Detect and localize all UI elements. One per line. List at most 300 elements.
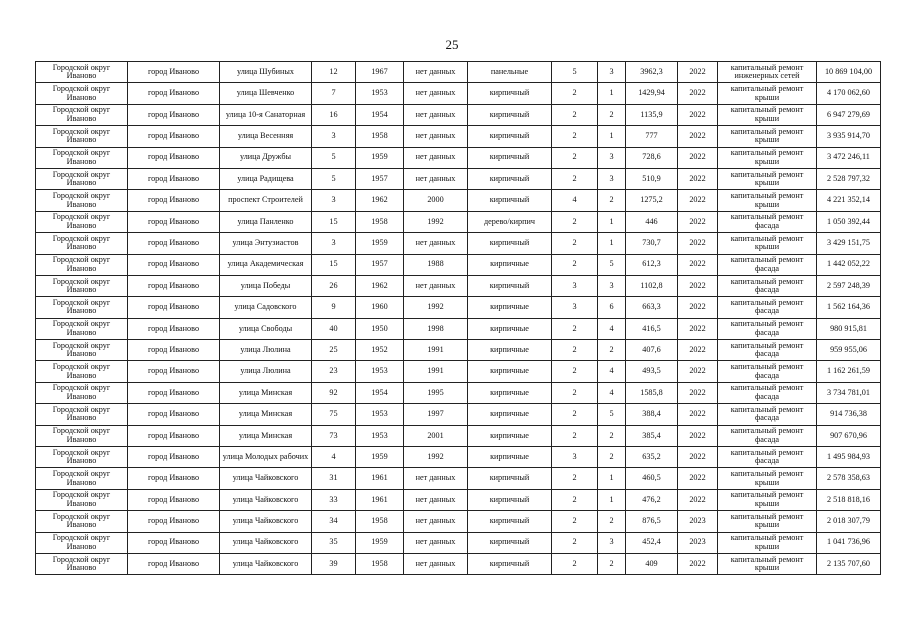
work-type-cell: капитальный ремонт крыши	[718, 126, 817, 147]
work-type-cell: капитальный ремонт инженерных сетей	[718, 62, 817, 83]
cost-cell: 2 528 797,32	[817, 168, 881, 189]
street-cell: улица Панленко	[220, 211, 312, 232]
year-built-cell: 1952	[356, 340, 404, 361]
settlement-cell: город Иваново	[128, 147, 220, 168]
settlement-cell: город Иваново	[128, 211, 220, 232]
plan-year-cell: 2022	[678, 104, 718, 125]
street-cell: улица Минская	[220, 404, 312, 425]
settlement-cell: город Иваново	[128, 190, 220, 211]
municipality-cell: Городской округ Иваново	[36, 404, 128, 425]
area-cell: 460,5	[626, 468, 678, 489]
floors-cell: 2	[552, 254, 598, 275]
work-type-cell: капитальный ремонт крыши	[718, 233, 817, 254]
area-cell: 1275,2	[626, 190, 678, 211]
last-repair-year-cell: 1988	[404, 254, 468, 275]
area-cell: 407,6	[626, 340, 678, 361]
street-cell: улица Садовского	[220, 297, 312, 318]
work-type-cell: капитальный ремонт фасада	[718, 340, 817, 361]
house-number-cell: 7	[312, 83, 356, 104]
municipality-cell: Городской округ Иваново	[36, 211, 128, 232]
settlement-cell: город Иваново	[128, 382, 220, 403]
cost-cell: 1 442 052,22	[817, 254, 881, 275]
plan-year-cell: 2022	[678, 553, 718, 574]
settlement-cell: город Иваново	[128, 126, 220, 147]
area-cell: 1585,8	[626, 382, 678, 403]
house-number-cell: 3	[312, 190, 356, 211]
year-built-cell: 1960	[356, 297, 404, 318]
table-row	[36, 211, 881, 232]
last-repair-year-cell: нет данных	[404, 104, 468, 125]
cost-cell: 980 915,81	[817, 318, 881, 339]
wall-material-cell: кирпичный	[468, 104, 552, 125]
cost-cell: 959 955,06	[817, 340, 881, 361]
cost-cell: 4 170 062,60	[817, 83, 881, 104]
house-number-cell: 92	[312, 382, 356, 403]
year-built-cell: 1957	[356, 168, 404, 189]
work-type-cell: капитальный ремонт крыши	[718, 511, 817, 532]
plan-year-cell: 2022	[678, 147, 718, 168]
housing-repair-table	[35, 61, 881, 575]
house-number-cell: 23	[312, 361, 356, 382]
work-type-cell: капитальный ремонт фасада	[718, 254, 817, 275]
house-number-cell: 75	[312, 404, 356, 425]
wall-material-cell: кирпичные	[468, 318, 552, 339]
cost-cell: 3 935 914,70	[817, 126, 881, 147]
table-row	[36, 340, 881, 361]
municipality-cell: Городской округ Иваново	[36, 190, 128, 211]
entrances-cell: 3	[598, 532, 626, 553]
plan-year-cell: 2022	[678, 318, 718, 339]
area-cell: 416,5	[626, 318, 678, 339]
last-repair-year-cell: нет данных	[404, 553, 468, 574]
street-cell: проспект Строителей	[220, 190, 312, 211]
floors-cell: 2	[552, 104, 598, 125]
house-number-cell: 31	[312, 468, 356, 489]
plan-year-cell: 2022	[678, 62, 718, 83]
year-built-cell: 1953	[356, 404, 404, 425]
year-built-cell: 1959	[356, 233, 404, 254]
municipality-cell: Городской округ Иваново	[36, 275, 128, 296]
street-cell: улица Минская	[220, 382, 312, 403]
house-number-cell: 3	[312, 126, 356, 147]
table-row	[36, 233, 881, 254]
municipality-cell: Городской округ Иваново	[36, 83, 128, 104]
table-row	[36, 468, 881, 489]
wall-material-cell: кирпичные	[468, 404, 552, 425]
wall-material-cell: кирпичный	[468, 489, 552, 510]
wall-material-cell: кирпичные	[468, 382, 552, 403]
area-cell: 493,5	[626, 361, 678, 382]
street-cell: улица Чайковского	[220, 553, 312, 574]
entrances-cell: 2	[598, 340, 626, 361]
cost-cell: 3 734 781,01	[817, 382, 881, 403]
cost-cell: 2 518 818,16	[817, 489, 881, 510]
work-type-cell: капитальный ремонт крыши	[718, 489, 817, 510]
work-type-cell: капитальный ремонт крыши	[718, 190, 817, 211]
last-repair-year-cell: нет данных	[404, 126, 468, 147]
wall-material-cell: кирпичный	[468, 233, 552, 254]
last-repair-year-cell: 1992	[404, 211, 468, 232]
wall-material-cell: кирпичные	[468, 447, 552, 468]
plan-year-cell: 2022	[678, 404, 718, 425]
street-cell: улица Весенняя	[220, 126, 312, 147]
entrances-cell: 3	[598, 275, 626, 296]
settlement-cell: город Иваново	[128, 468, 220, 489]
settlement-cell: город Иваново	[128, 447, 220, 468]
table-row	[36, 489, 881, 510]
settlement-cell: город Иваново	[128, 425, 220, 446]
plan-year-cell: 2022	[678, 361, 718, 382]
wall-material-cell: кирпичный	[468, 190, 552, 211]
street-cell: улица Академическая	[220, 254, 312, 275]
area-cell: 663,3	[626, 297, 678, 318]
floors-cell: 2	[552, 361, 598, 382]
settlement-cell: город Иваново	[128, 511, 220, 532]
entrances-cell: 2	[598, 190, 626, 211]
house-number-cell: 5	[312, 168, 356, 189]
cost-cell: 1 041 736,96	[817, 532, 881, 553]
wall-material-cell: кирпичные	[468, 297, 552, 318]
cost-cell: 2 018 307,79	[817, 511, 881, 532]
last-repair-year-cell: 2001	[404, 425, 468, 446]
house-number-cell: 33	[312, 489, 356, 510]
entrances-cell: 5	[598, 404, 626, 425]
cost-cell: 1 050 392,44	[817, 211, 881, 232]
house-number-cell: 15	[312, 211, 356, 232]
municipality-cell: Городской округ Иваново	[36, 425, 128, 446]
area-cell: 777	[626, 126, 678, 147]
cost-cell: 914 736,38	[817, 404, 881, 425]
street-cell: улица Шубиных	[220, 62, 312, 83]
work-type-cell: капитальный ремонт фасада	[718, 297, 817, 318]
house-number-cell: 15	[312, 254, 356, 275]
floors-cell: 2	[552, 511, 598, 532]
floors-cell: 2	[552, 340, 598, 361]
table-row	[36, 532, 881, 553]
cost-cell: 4 221 352,14	[817, 190, 881, 211]
wall-material-cell: кирпичный	[468, 532, 552, 553]
street-cell: улица Энтузиастов	[220, 233, 312, 254]
work-type-cell: капитальный ремонт крыши	[718, 532, 817, 553]
entrances-cell: 1	[598, 468, 626, 489]
last-repair-year-cell: 1992	[404, 447, 468, 468]
table-row	[36, 168, 881, 189]
house-number-cell: 26	[312, 275, 356, 296]
entrances-cell: 4	[598, 382, 626, 403]
cost-cell: 907 670,96	[817, 425, 881, 446]
floors-cell: 3	[552, 297, 598, 318]
last-repair-year-cell: нет данных	[404, 511, 468, 532]
last-repair-year-cell: нет данных	[404, 62, 468, 83]
plan-year-cell: 2022	[678, 275, 718, 296]
floors-cell: 2	[552, 147, 598, 168]
wall-material-cell: кирпичные	[468, 340, 552, 361]
cost-cell: 1 162 261,59	[817, 361, 881, 382]
last-repair-year-cell: 1998	[404, 318, 468, 339]
entrances-cell: 3	[598, 62, 626, 83]
year-built-cell: 1953	[356, 425, 404, 446]
settlement-cell: город Иваново	[128, 254, 220, 275]
municipality-cell: Городской округ Иваново	[36, 532, 128, 553]
settlement-cell: город Иваново	[128, 275, 220, 296]
area-cell: 476,2	[626, 489, 678, 510]
municipality-cell: Городской округ Иваново	[36, 62, 128, 83]
wall-material-cell: кирпичные	[468, 254, 552, 275]
work-type-cell: капитальный ремонт крыши	[718, 468, 817, 489]
work-type-cell: капитальный ремонт крыши	[718, 104, 817, 125]
table-row	[36, 297, 881, 318]
year-built-cell: 1967	[356, 62, 404, 83]
table-row	[36, 425, 881, 446]
table-row	[36, 511, 881, 532]
area-cell: 728,6	[626, 147, 678, 168]
work-type-cell: капитальный ремонт фасада	[718, 404, 817, 425]
work-type-cell: капитальный ремонт фасада	[718, 382, 817, 403]
entrances-cell: 1	[598, 211, 626, 232]
last-repair-year-cell: 2000	[404, 190, 468, 211]
last-repair-year-cell: нет данных	[404, 532, 468, 553]
plan-year-cell: 2023	[678, 511, 718, 532]
settlement-cell: город Иваново	[128, 104, 220, 125]
floors-cell: 2	[552, 404, 598, 425]
last-repair-year-cell: нет данных	[404, 275, 468, 296]
floors-cell: 2	[552, 83, 598, 104]
wall-material-cell: кирпичный	[468, 275, 552, 296]
area-cell: 452,4	[626, 532, 678, 553]
last-repair-year-cell: нет данных	[404, 168, 468, 189]
municipality-cell: Городской округ Иваново	[36, 447, 128, 468]
area-cell: 385,4	[626, 425, 678, 446]
entrances-cell: 1	[598, 83, 626, 104]
work-type-cell: капитальный ремонт фасада	[718, 275, 817, 296]
area-cell: 1429,94	[626, 83, 678, 104]
entrances-cell: 2	[598, 104, 626, 125]
work-type-cell: капитальный ремонт крыши	[718, 83, 817, 104]
house-number-cell: 5	[312, 147, 356, 168]
municipality-cell: Городской округ Иваново	[36, 511, 128, 532]
floors-cell: 2	[552, 532, 598, 553]
area-cell: 409	[626, 553, 678, 574]
settlement-cell: город Иваново	[128, 297, 220, 318]
floors-cell: 2	[552, 425, 598, 446]
house-number-cell: 9	[312, 297, 356, 318]
cost-cell: 2 597 248,39	[817, 275, 881, 296]
municipality-cell: Городской округ Иваново	[36, 468, 128, 489]
cost-cell: 10 869 104,00	[817, 62, 881, 83]
year-built-cell: 1959	[356, 532, 404, 553]
plan-year-cell: 2022	[678, 190, 718, 211]
year-built-cell: 1958	[356, 211, 404, 232]
floors-cell: 2	[552, 126, 598, 147]
plan-year-cell: 2022	[678, 340, 718, 361]
year-built-cell: 1961	[356, 489, 404, 510]
cost-cell: 6 947 279,69	[817, 104, 881, 125]
street-cell: улица Шевченко	[220, 83, 312, 104]
table-row	[36, 126, 881, 147]
plan-year-cell: 2022	[678, 425, 718, 446]
table-row	[36, 83, 881, 104]
year-built-cell: 1958	[356, 126, 404, 147]
wall-material-cell: панельные	[468, 62, 552, 83]
floors-cell: 2	[552, 468, 598, 489]
entrances-cell: 2	[598, 553, 626, 574]
floors-cell: 3	[552, 447, 598, 468]
wall-material-cell: кирпичный	[468, 511, 552, 532]
work-type-cell: капитальный ремонт крыши	[718, 553, 817, 574]
work-type-cell: капитальный ремонт фасада	[718, 447, 817, 468]
street-cell: улица Люлина	[220, 361, 312, 382]
wall-material-cell: кирпичные	[468, 361, 552, 382]
year-built-cell: 1950	[356, 318, 404, 339]
table-row	[36, 404, 881, 425]
floors-cell: 2	[552, 211, 598, 232]
last-repair-year-cell: нет данных	[404, 233, 468, 254]
year-built-cell: 1957	[356, 254, 404, 275]
settlement-cell: город Иваново	[128, 168, 220, 189]
municipality-cell: Городской округ Иваново	[36, 297, 128, 318]
wall-material-cell: кирпичный	[468, 83, 552, 104]
municipality-cell: Городской округ Иваново	[36, 340, 128, 361]
cost-cell: 1 562 164,36	[817, 297, 881, 318]
street-cell: улица Чайковского	[220, 489, 312, 510]
area-cell: 876,5	[626, 511, 678, 532]
work-type-cell: капитальный ремонт фасада	[718, 318, 817, 339]
street-cell: улица Дружбы	[220, 147, 312, 168]
plan-year-cell: 2022	[678, 211, 718, 232]
work-type-cell: капитальный ремонт фасада	[718, 425, 817, 446]
plan-year-cell: 2022	[678, 447, 718, 468]
cost-cell: 1 495 984,93	[817, 447, 881, 468]
year-built-cell: 1962	[356, 190, 404, 211]
table-row	[36, 190, 881, 211]
street-cell: улица Свободы	[220, 318, 312, 339]
entrances-cell: 1	[598, 489, 626, 510]
area-cell: 388,4	[626, 404, 678, 425]
entrances-cell: 3	[598, 147, 626, 168]
house-number-cell: 35	[312, 532, 356, 553]
street-cell: улица 10-я Санаторная	[220, 104, 312, 125]
plan-year-cell: 2022	[678, 468, 718, 489]
entrances-cell: 2	[598, 425, 626, 446]
street-cell: улица Радищева	[220, 168, 312, 189]
house-number-cell: 3	[312, 233, 356, 254]
entrances-cell: 5	[598, 254, 626, 275]
floors-cell: 2	[552, 168, 598, 189]
entrances-cell: 2	[598, 511, 626, 532]
floors-cell: 2	[552, 318, 598, 339]
municipality-cell: Городской округ Иваново	[36, 126, 128, 147]
street-cell: улица Чайковского	[220, 468, 312, 489]
settlement-cell: город Иваново	[128, 62, 220, 83]
house-number-cell: 40	[312, 318, 356, 339]
floors-cell: 4	[552, 190, 598, 211]
entrances-cell: 4	[598, 361, 626, 382]
last-repair-year-cell: 1995	[404, 382, 468, 403]
last-repair-year-cell: нет данных	[404, 468, 468, 489]
plan-year-cell: 2022	[678, 254, 718, 275]
street-cell: улица Чайковского	[220, 511, 312, 532]
cost-cell: 2 135 707,60	[817, 553, 881, 574]
house-number-cell: 73	[312, 425, 356, 446]
year-built-cell: 1953	[356, 83, 404, 104]
floors-cell: 2	[552, 382, 598, 403]
street-cell: улица Минская	[220, 425, 312, 446]
table-row	[36, 382, 881, 403]
municipality-cell: Городской округ Иваново	[36, 318, 128, 339]
entrances-cell: 6	[598, 297, 626, 318]
plan-year-cell: 2022	[678, 83, 718, 104]
house-number-cell: 25	[312, 340, 356, 361]
floors-cell: 2	[552, 233, 598, 254]
municipality-cell: Городской округ Иваново	[36, 382, 128, 403]
table-row	[36, 361, 881, 382]
year-built-cell: 1958	[356, 511, 404, 532]
last-repair-year-cell: 1992	[404, 297, 468, 318]
entrances-cell: 3	[598, 168, 626, 189]
municipality-cell: Городской округ Иваново	[36, 233, 128, 254]
street-cell: улица Чайковского	[220, 532, 312, 553]
year-built-cell: 1954	[356, 382, 404, 403]
table-row	[36, 275, 881, 296]
table-row	[36, 147, 881, 168]
last-repair-year-cell: нет данных	[404, 489, 468, 510]
work-type-cell: капитальный ремонт фасада	[718, 211, 817, 232]
year-built-cell: 1961	[356, 468, 404, 489]
entrances-cell: 1	[598, 233, 626, 254]
area-cell: 1102,8	[626, 275, 678, 296]
table-row	[36, 62, 881, 83]
plan-year-cell: 2022	[678, 297, 718, 318]
plan-year-cell: 2022	[678, 382, 718, 403]
area-cell: 1135,9	[626, 104, 678, 125]
table-row	[36, 254, 881, 275]
year-built-cell: 1959	[356, 447, 404, 468]
street-cell: улица Люлина	[220, 340, 312, 361]
wall-material-cell: дерево/кирпич	[468, 211, 552, 232]
entrances-cell: 2	[598, 447, 626, 468]
floors-cell: 3	[552, 275, 598, 296]
table-row	[36, 318, 881, 339]
floors-cell: 5	[552, 62, 598, 83]
house-number-cell: 34	[312, 511, 356, 532]
wall-material-cell: кирпичные	[468, 425, 552, 446]
house-number-cell: 12	[312, 62, 356, 83]
settlement-cell: город Иваново	[128, 553, 220, 574]
settlement-cell: город Иваново	[128, 489, 220, 510]
area-cell: 446	[626, 211, 678, 232]
street-cell: улица Победы	[220, 275, 312, 296]
last-repair-year-cell: нет данных	[404, 83, 468, 104]
municipality-cell: Городской округ Иваново	[36, 553, 128, 574]
wall-material-cell: кирпичный	[468, 468, 552, 489]
house-number-cell: 16	[312, 104, 356, 125]
page-number: 25	[445, 37, 459, 52]
table-row	[36, 104, 881, 125]
municipality-cell: Городской округ Иваново	[36, 361, 128, 382]
plan-year-cell: 2022	[678, 233, 718, 254]
work-type-cell: капитальный ремонт крыши	[718, 168, 817, 189]
area-cell: 730,7	[626, 233, 678, 254]
cost-cell: 3 429 151,75	[817, 233, 881, 254]
plan-year-cell: 2023	[678, 532, 718, 553]
settlement-cell: город Иваново	[128, 361, 220, 382]
municipality-cell: Городской округ Иваново	[36, 254, 128, 275]
street-cell: улица Молодых рабочих	[220, 447, 312, 468]
settlement-cell: город Иваново	[128, 83, 220, 104]
municipality-cell: Городской округ Иваново	[36, 104, 128, 125]
municipality-cell: Городской округ Иваново	[36, 147, 128, 168]
settlement-cell: город Иваново	[128, 340, 220, 361]
